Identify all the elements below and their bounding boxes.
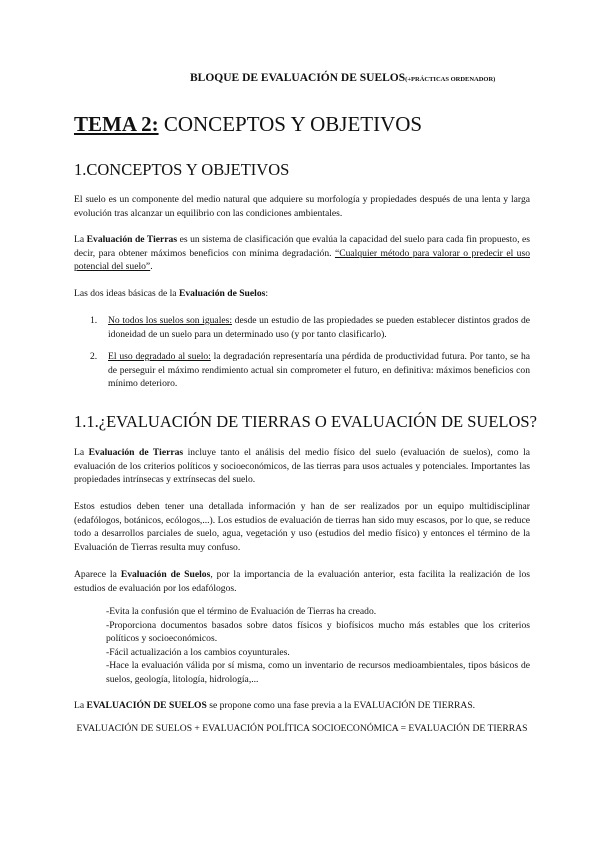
list-item: -Hace la evaluación válida por sí misma, como un inventario de recursos medioambientales, tipos básicos de suelos, geología, litología, hidrología,... — [106, 660, 530, 685]
page-title — [74, 112, 422, 137]
tema-title: CONCEPTOS Y OBJETIVOS — [163, 112, 423, 136]
list-marker: 1. — [90, 315, 98, 326]
list-item: -Proporciona documentos basados sobre datos físicos y biofísicos mucho más estables que los criterios políticos y socioeconómicos. — [106, 619, 530, 644]
header-note: (+PRÁCTICAS ORDENADOR) — [405, 76, 496, 83]
paragraph-ideas-basicas: Las dos ideas básicas de la Evaluación de Suelos: — [74, 288, 269, 299]
term-evaluacion-tierras: Evaluación de Tierras — [86, 234, 178, 245]
tema-number: TEMA 2: — [74, 112, 159, 136]
term-evaluacion-tierras: Evaluación de Tierras — [88, 447, 184, 458]
list-item: -Fácil actualización a los cambios coyunturales. — [106, 646, 290, 658]
paragraph-aparece: Aparece la Evaluación de Suelos, por la importancia de la evaluación anterior, esta facilita la realización de los estudios de evaluación por los edafólogos. — [74, 569, 530, 594]
section-heading-evaluacion: 1.1.¿EVALUACIÓN DE TIERRAS O EVALUACIÓN DE SUELOS? — [74, 412, 537, 431]
list-lead: El uso degradado al suelo: — [108, 351, 211, 362]
term-evaluacion-suelos: Evaluación de Suelos — [120, 569, 211, 580]
term-evaluacion-suelos-caps: EVALUACIÓN DE SUELOS — [86, 700, 207, 711]
equation: EVALUACIÓN DE SUELOS + EVALUACIÓN POLÍTICA SOCIOECONÓMICA = EVALUACIÓN DE TIERRAS — [76, 723, 528, 734]
list-lead: No todos los suelos son iguales: — [108, 315, 233, 326]
paragraph-tierras-incluye: La Evaluación de Tierras incluye tanto el análisis del medio físico del suelo (evaluación de suelos), como la evaluación de los criterios políticos y socioeconómicos, de las tierras para usos actuales y potenciales. Importantes las propiedades intrínsecas y extrínsecas del suelo. — [74, 447, 530, 485]
benefits-list — [106, 605, 530, 686]
paragraph-evaluacion-tierras: La Evaluación de Tierras es un sistema de clasificación que evalúa la capacidad del suelo para cada fin propuesto, es decir, para obtener máximos beneficios con mínima degradación. “Cualquier método para valorar o predecir el uso potencial del suelo”. — [74, 234, 530, 272]
header-title: BLOQUE DE EVALUACIÓN DE SUELOS — [190, 72, 406, 84]
list-item: -Evita la confusión que el término de Evaluación de Tierras ha creado. — [106, 606, 377, 617]
document-header — [190, 72, 495, 84]
list-item: 2. El uso degradado al suelo: la degradación representaría una pérdida de productividad futura. Por tanto, se ha de perseguir el máximo rendimiento actual sin comprometer el futuro, en definitiva: máximos beneficios con mínimo deterioro. — [90, 351, 530, 389]
paragraph-fase-previa: La EVALUACIÓN DE SUELOS se propone como una fase previa a la EVALUACIÓN DE TIERRAS. — [74, 700, 476, 711]
list-item: 1. No todos los suelos son iguales: desde un estudio de las propiedades se pueden establecer distintos grados de idoneidad de un suelo para un determinado uso (y por tanto clasificarlo). — [90, 315, 530, 340]
quote-definition: “Cualquier método para valorar o predecir el uso potencial del suelo” — [74, 247, 530, 272]
term-evaluacion-suelos: Evaluación de Suelos — [178, 288, 266, 299]
paragraph-estudios: Estos estudios deben tener una detallada información y han de ser realizados por un equipo multidisciplinar (edafólogos, botánicos, ecólogos,...). Los estudios de evaluación de tierras han sido muy escasos, por lo que, se reduce todo a desarrollos parciales de suelo, agua, vegetación y uso (estudios del medio físico) y entonces el término de la Evaluación de Tierras resulta muy confuso. — [74, 501, 530, 553]
section-heading-conceptos: 1.CONCEPTOS Y OBJETIVOS — [74, 160, 290, 179]
list-marker: 2. — [90, 351, 98, 362]
paragraph-suelo: El suelo es un componente del medio natural que adquiere su morfología y propiedades después de una lenta y larga evolución tras alcanzar un equilibrio con las condiciones ambientales. — [74, 194, 530, 219]
